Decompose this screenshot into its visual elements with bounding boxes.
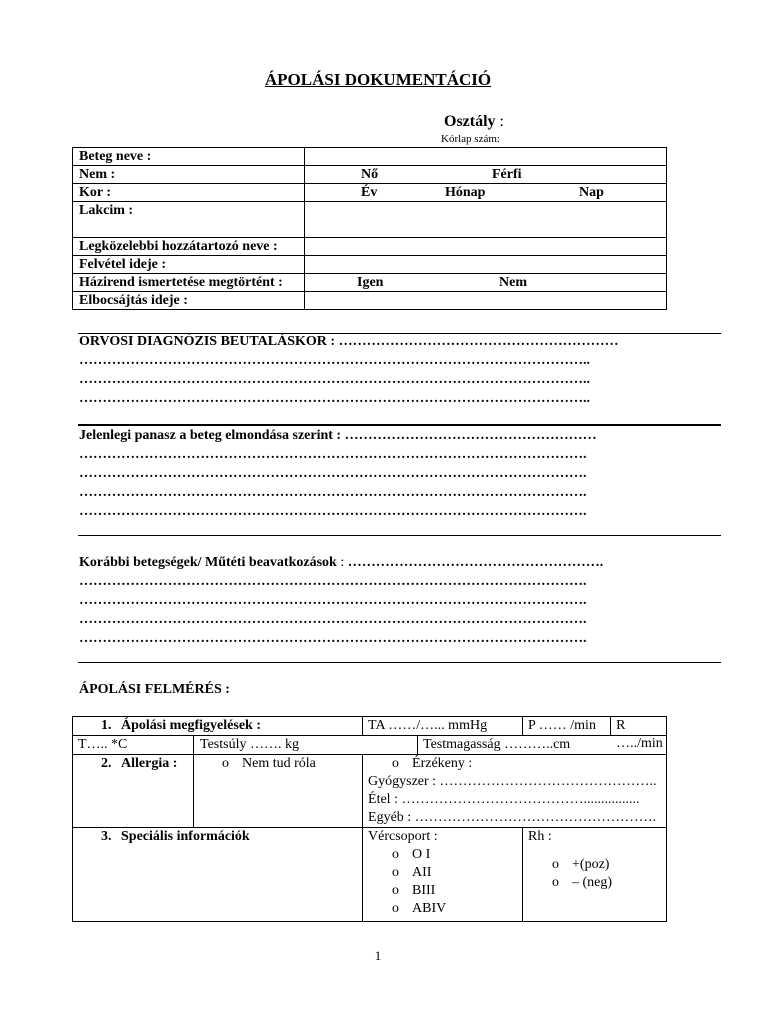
allergy-sensitive-text: Érzékeny : [412,756,473,771]
table-row [73,202,667,238]
relative-label: Legközelebbi hozzátartozó neve : [73,238,305,256]
age-label: Kor : [73,184,305,202]
history-heading-label: Korábbi betegségek/ Műtéti beavatkozások [79,555,337,570]
house-rules-options[interactable] [305,274,667,292]
department-field [444,113,504,131]
diagnosis-line[interactable]: ……………………………………………………………………………………………….. [79,353,590,368]
bullet-icon: o [392,883,400,898]
assessment-heading: ÁPOLÁSI FELMÉRÉS : [79,682,230,697]
chart-number-label: Kórlap szám: [441,133,500,145]
allergy-drug-field[interactable]: Gyógyszer : ……………………………………….. [368,774,657,789]
admission-field[interactable] [305,256,667,274]
rh-option-negative[interactable] [528,874,661,892]
blood-type-text: O I [412,847,431,862]
divider [78,535,721,536]
respiration-text: R …../min [616,718,663,751]
department-label: Osztály [444,113,496,130]
diagnosis-line[interactable]: ……………………………………………………………………………………………….. [79,391,590,406]
sex-option-male[interactable]: Férfi [492,167,522,182]
special-info-label: Speciális információk [121,829,250,844]
blood-type-option[interactable] [368,882,517,900]
age-fields[interactable] [305,184,667,202]
history-heading [79,555,603,571]
history-line[interactable]: ………………………………………………………………………………………………. [79,593,587,608]
rh-cell [523,828,667,922]
table-row [73,148,667,166]
temperature-field[interactable] [73,736,194,755]
table-row [73,755,667,828]
allergy-other-field[interactable]: Egyéb : ……………………………………………. [368,810,657,825]
complaint-heading: Jelenlegi panasz a beteg elmondása szerint : ……………………………………………… [79,428,597,443]
allergy-sensitive-option[interactable] [368,755,661,773]
blood-type-text: BIII [412,883,436,898]
address-label: Lakcim : [73,202,305,238]
department-colon: : [495,113,504,130]
pulse-field[interactable] [523,717,611,735]
age-year-label: Év [361,185,378,200]
history-line[interactable]: ………………………………………………………………………………………………. [79,612,587,627]
address-field[interactable] [305,202,667,238]
table-row [73,828,667,922]
history-heading-dots[interactable]: ………………………………………………. [347,555,604,570]
observations-label-cell [73,717,363,736]
bullet-icon: o [552,875,560,890]
row-number: 2. [101,756,112,771]
complaint-line[interactable]: ………………………………………………………………………………………………. [79,504,587,519]
sex-option-female[interactable]: Nő [361,167,379,182]
pulse-resp-cell [523,717,667,751]
table-row [73,292,667,310]
allergy-unknown-text: Nem tud róla [242,756,316,771]
allergy-food-field[interactable]: Étel : …………………………………................ [368,792,640,807]
patient-name-label: Beteg neve : [73,148,305,166]
table-row [73,256,667,274]
assessment-table [72,716,667,922]
admission-label: Felvétel ideje : [73,256,305,274]
special-info-label-cell [73,828,363,922]
table-row [73,184,667,202]
history-line[interactable]: ………………………………………………………………………………………………. [79,574,587,589]
row-number: 1. [101,718,112,733]
bullet-icon: o [222,756,229,771]
house-rules-no[interactable]: Nem [499,275,527,290]
blood-type-text: AII [412,865,432,880]
sex-label: Nem : [73,166,305,184]
observations-label: Ápolási megfigyelések : [121,718,261,733]
blood-type-option[interactable] [368,864,517,882]
blood-type-text: ABIV [412,901,447,916]
table-row [73,736,667,755]
weight-field[interactable] [194,736,418,755]
allergy-label: Allergia : [121,756,178,771]
bullet-icon: o [392,756,400,771]
table-row [73,274,667,292]
relative-field[interactable] [305,238,667,256]
bullet-icon: o [552,857,560,872]
age-day-label: Nap [579,185,604,200]
history-heading-colon: : [336,555,348,570]
diagnosis-heading: ORVOSI DIAGNÓZIS BEUTALÁSKOR : …………………………………………………… [79,334,619,349]
blood-pressure-field[interactable] [363,717,523,736]
bullet-icon: o [392,865,400,880]
table-row [73,166,667,184]
discharge-label: Elbocsájtás ideje : [73,292,305,310]
diagnosis-line[interactable]: ……………………………………………………………………………………………….. [79,372,590,387]
bullet-icon: o [392,847,400,862]
blood-type-cell [363,828,523,922]
rh-positive-text: +(poz) [572,857,610,872]
page-number: 1 [374,948,382,963]
complaint-line[interactable]: ………………………………………………………………………………………………. [79,466,587,481]
bullet-icon: o [392,901,400,916]
age-month-label: Hónap [445,185,486,200]
allergy-label-cell [73,755,194,828]
divider [78,424,721,426]
allergy-unknown-option[interactable] [194,755,363,828]
blood-type-option[interactable] [368,900,517,918]
divider [78,662,721,663]
complaint-line[interactable]: ………………………………………………………………………………………………. [79,447,587,462]
blood-pressure-text: TA ……/…... mmHg [368,718,488,733]
table-row [73,238,667,256]
patient-name-field[interactable] [305,148,667,166]
allergy-sensitive-cell [363,755,667,828]
row-number: 3. [101,829,112,844]
sex-options[interactable] [305,166,667,184]
table-row [73,717,667,736]
house-rules-label: Házirend ismertetése megtörtént : [73,274,305,292]
respiration-field[interactable] [611,717,666,751]
house-rules-yes[interactable]: Igen [357,275,384,290]
discharge-field[interactable] [305,292,667,310]
weight-text: Testsúly ……. kg [200,737,299,752]
pulse-text: P …… /min [528,718,596,733]
complaint-line[interactable]: ………………………………………………………………………………………………. [79,485,587,500]
temperature-text: T….. *C [78,737,128,752]
patient-info-table [72,147,667,310]
page-title: ÁPOLÁSI DOKUMENTÁCIÓ [264,70,492,89]
blood-type-option[interactable] [368,846,517,864]
height-text: Testmagasság ………..cm [423,737,571,752]
rh-label: Rh : [528,829,552,844]
rh-option-positive[interactable] [528,856,661,874]
blood-type-label: Vércsoport : [368,829,438,844]
rh-negative-text: – (neg) [572,875,613,890]
history-line[interactable]: ………………………………………………………………………………………………. [79,631,587,646]
